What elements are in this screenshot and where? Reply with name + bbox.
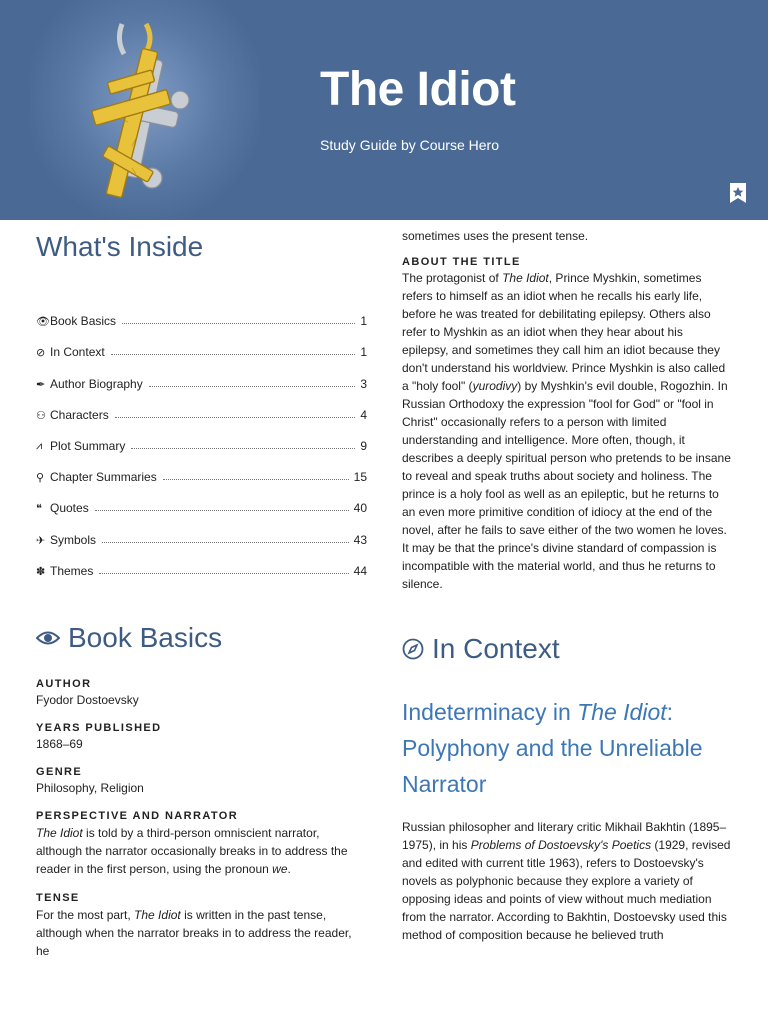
toc-label: Chapter Summaries — [50, 470, 157, 485]
toc-row-author-biography[interactable] — [36, 359, 367, 390]
about-title-label: ABOUT THE TITLE — [402, 256, 521, 268]
toc-row-quotes[interactable] — [36, 484, 367, 515]
people-icon: ⚇ — [36, 409, 46, 422]
toc-leader — [95, 510, 349, 511]
in-context-title: In Context — [432, 633, 560, 664]
perspective-text-b: . — [287, 861, 291, 876]
toc-label: Symbols — [50, 532, 97, 547]
toc-row-themes[interactable] — [36, 547, 367, 578]
book-basics-title: Book Basics — [68, 621, 223, 653]
about-text-b: , Prince Myshkin, sometimes refers to himself as an idiot when he recalls his early life, before he was treated for debilitating epilepsy. Others also refer to Myshkin as an idiot when they hear about his epilepsy, and sometimes they call him an idiot because they don't understand his worldview. Prince Myshkin is also called a "holy fool" ( — [402, 271, 726, 393]
book-title-italic: The Idiot — [36, 825, 83, 840]
book-title-italic: Problems of Dostoevsky's Poetics — [470, 838, 652, 852]
left-column — [36, 220, 367, 960]
russian-term-italic: yurodivy — [472, 379, 518, 393]
toc-label: In Context — [50, 345, 105, 360]
toc-leader — [131, 448, 355, 449]
puzzle-icon: ✽ — [36, 565, 46, 578]
right-column — [402, 220, 732, 944]
tense-label: TENSE — [36, 891, 80, 904]
toc-page: 9 — [360, 438, 367, 453]
book-title-italic: The Idiot — [502, 271, 549, 285]
bookmark-star-icon[interactable] — [727, 182, 749, 204]
header-banner — [0, 0, 768, 220]
toc-row-chapter-summaries[interactable] — [36, 453, 367, 484]
toc-leader — [122, 323, 355, 324]
toc-page: 40 — [353, 501, 367, 516]
page-title: The Idiot — [320, 63, 516, 116]
about-title-text — [402, 269, 732, 593]
toc-row-book-basics[interactable] — [36, 297, 367, 328]
body-text-b: (1929, revised and edited with current title 1963), refers to Dostoevsky's novels as polyphonic because they explore a variety of opposing ideas and points of view without much mediation from the narrator. According to Bakhtin, Dostoevsky used this method of composition because he believed truth — [402, 838, 731, 942]
toc-leader — [102, 542, 349, 543]
about-text-a: The protagonist of — [402, 271, 503, 285]
years-published-value: 1868–69 — [36, 736, 83, 751]
about-text-c: ) by Myshkin's evil double, Rogozhin. In Russian Orthodoxy the expression "fool for God" or "fool in Christ" occasionally refers to a person with limited understanding and intelligence. More often, though, it describes a deeply spiritual person who pretends to be insane to reveal and speak truths about society and holiness. The prince is a holy fool as well as an epileptic, but he returns to an even more primitive condition of idiocy at the end of the novel, after he fails to save either of the two women he loves. It may be that the prince's divine standard of compassion is incompatible with the material world, and thus he returns to silence. — [402, 379, 731, 591]
toc-label: Characters — [50, 407, 109, 422]
eye-icon: 👁 — [36, 316, 50, 329]
orthodox-cross-illustration — [80, 18, 210, 203]
tense-continued: sometimes uses the present tense. — [402, 229, 589, 243]
toc-page: 1 — [360, 314, 367, 329]
toc-row-symbols[interactable] — [36, 515, 367, 546]
compass-icon: ⊘ — [36, 347, 46, 360]
book-title-italic: The Idiot — [577, 699, 667, 725]
chart-icon: ⩘ — [36, 439, 43, 452]
genre-value: Philosophy, Religion — [36, 780, 144, 795]
toc-label: Plot Summary — [50, 438, 126, 453]
in-context-heading — [402, 633, 732, 665]
tense-text-a: For the most part, — [36, 907, 135, 922]
toc-leader — [115, 417, 356, 418]
author-label: AUTHOR — [36, 677, 92, 690]
toc-leader — [111, 354, 356, 355]
tense-text-b: is written in the past tense, although when the narrator breaks in to address the reader, he — [36, 907, 352, 958]
toc-page: 15 — [353, 470, 367, 485]
toc-page: 1 — [360, 345, 367, 360]
in-context-body — [402, 818, 732, 944]
perspective-text-a: is told by a third-person omniscient narrator, although the narrator occasionally breaks in to address the reader in the first person, using the pronoun — [36, 825, 348, 876]
magnifier-icon: ⚲ — [36, 472, 45, 485]
toc-row-plot-summary[interactable] — [36, 422, 367, 453]
toc-label: Quotes — [50, 501, 89, 516]
author-value: Fyodor Dostoevsky — [36, 692, 139, 707]
toc-leader — [163, 479, 349, 480]
page-subtitle: Study Guide by Course Hero — [320, 137, 499, 153]
book-basics-heading — [36, 622, 367, 654]
toc-page: 44 — [353, 563, 367, 578]
years-published-label: YEARS PUBLISHED — [36, 721, 162, 734]
toc-leader — [99, 573, 348, 574]
tense-text — [36, 906, 367, 960]
toc-row-characters[interactable] — [36, 391, 367, 422]
compass-icon — [402, 638, 424, 660]
quote-icon: ❝ — [36, 503, 42, 516]
whats-inside-heading: What's Inside — [36, 231, 204, 262]
table-of-contents — [36, 297, 367, 578]
eye-icon — [36, 630, 60, 646]
in-context-subheading — [402, 694, 732, 802]
subheading-b: : Polyphony and the Unreliable Narrator — [402, 699, 703, 797]
toc-leader — [149, 386, 356, 387]
toc-label: Themes — [50, 563, 94, 578]
perspective-text — [36, 824, 367, 878]
pronoun-italic: we — [272, 861, 288, 876]
toc-label: Book Basics — [50, 314, 117, 329]
perspective-label: PERSPECTIVE AND NARRATOR — [36, 809, 239, 822]
toc-row-in-context[interactable] — [36, 328, 367, 359]
subheading-a: Indeterminacy in — [402, 699, 578, 725]
body-text-a: Russian philosopher and literary critic Mikhail Bakhtin (1895–1975), in his — [402, 820, 727, 852]
pen-nib-icon: ✒ — [36, 378, 46, 391]
bird-icon: ✈ — [36, 534, 46, 547]
toc-page: 43 — [353, 532, 367, 547]
book-title-italic: The Idiot — [134, 907, 181, 922]
toc-page: 4 — [360, 407, 367, 422]
toc-page: 3 — [360, 376, 367, 391]
genre-label: GENRE — [36, 765, 83, 778]
toc-label: Author Biography — [50, 376, 143, 391]
